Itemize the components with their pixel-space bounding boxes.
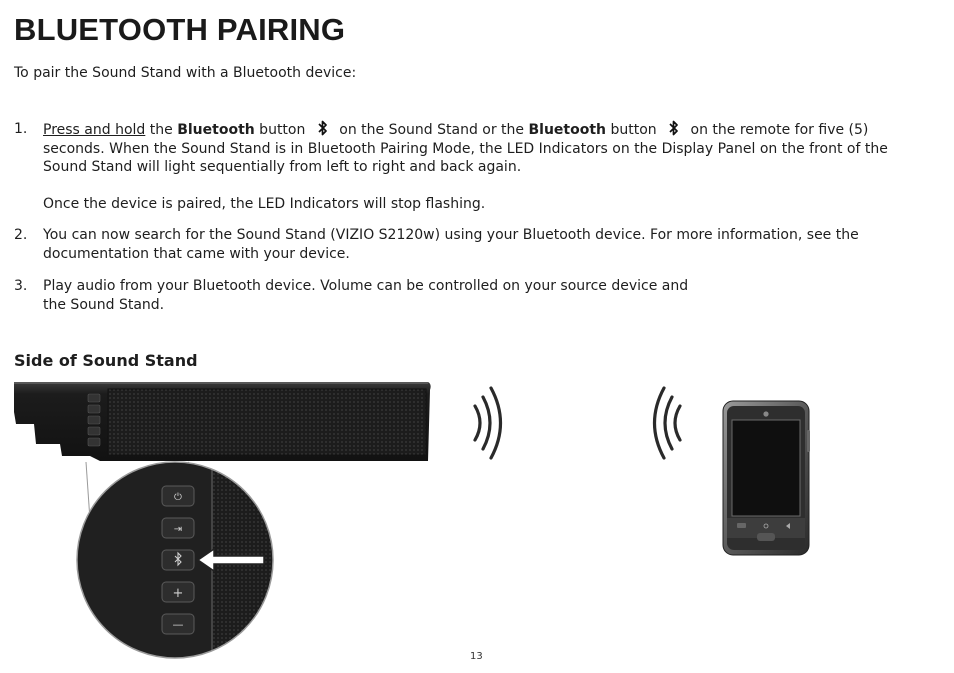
- power-icon: ⏻: [174, 492, 182, 503]
- side-button-strip: [88, 394, 100, 446]
- phone-home-key: [757, 533, 775, 541]
- page-title: BLUETOOTH PAIRING: [14, 12, 346, 47]
- phone-menu-key: [737, 523, 746, 528]
- step-number: 3.: [14, 278, 28, 294]
- step-note: Once the device is paired, the LED Indicators will stop flashing.: [43, 195, 486, 212]
- section-title: Side of Sound Stand: [14, 351, 198, 370]
- sound-stand: [14, 382, 431, 461]
- bluetooth-label: Bluetooth: [528, 122, 607, 138]
- step-number: 1.: [14, 121, 28, 137]
- phone-device: [723, 401, 810, 555]
- minus-icon: —: [172, 618, 184, 631]
- phone-speaker: [763, 411, 768, 416]
- input-icon: ⇥: [173, 524, 183, 535]
- step-number: 2.: [14, 227, 28, 243]
- intro-text: To pair the Sound Stand with a Bluetooth device:: [14, 65, 357, 81]
- phone-screen: [732, 420, 800, 516]
- page-number: 13: [470, 651, 483, 662]
- volume-up-button: [162, 582, 194, 602]
- power-button: [162, 486, 194, 506]
- input-button: [162, 518, 194, 538]
- press-and-hold-text: Press and hold: [43, 122, 146, 138]
- bluetooth-label: Bluetooth: [177, 122, 255, 138]
- signal-waves-outgoing-icon: [475, 388, 501, 458]
- signal-waves-incoming-icon: [655, 388, 681, 458]
- bluetooth-button: [162, 550, 194, 570]
- step-body: Play audio from your Bluetooth device. Volume can be controlled on your source device and the Sound Stand.: [43, 278, 689, 313]
- plus-icon: +: [172, 586, 184, 601]
- volume-down-button: [162, 614, 194, 634]
- step-body: Press and hold the Bluetooth button on the Sound Stand or the Bluetooth button on the remote for five (5) seconds. When the Sound Stand is in Bluetooth Pairing Mode, the LED Indicators on the Display Panel on the front of the Sound Stand will light sequentially from left to right and back again. Once the device is paired, the LED Indicators will stop flashing.: [43, 120, 934, 213]
- step-body: You can now search for the Sound Stand (VIZIO S2120w) using your Bluetooth device. For more information, see the documentation that came with your device.: [43, 227, 859, 262]
